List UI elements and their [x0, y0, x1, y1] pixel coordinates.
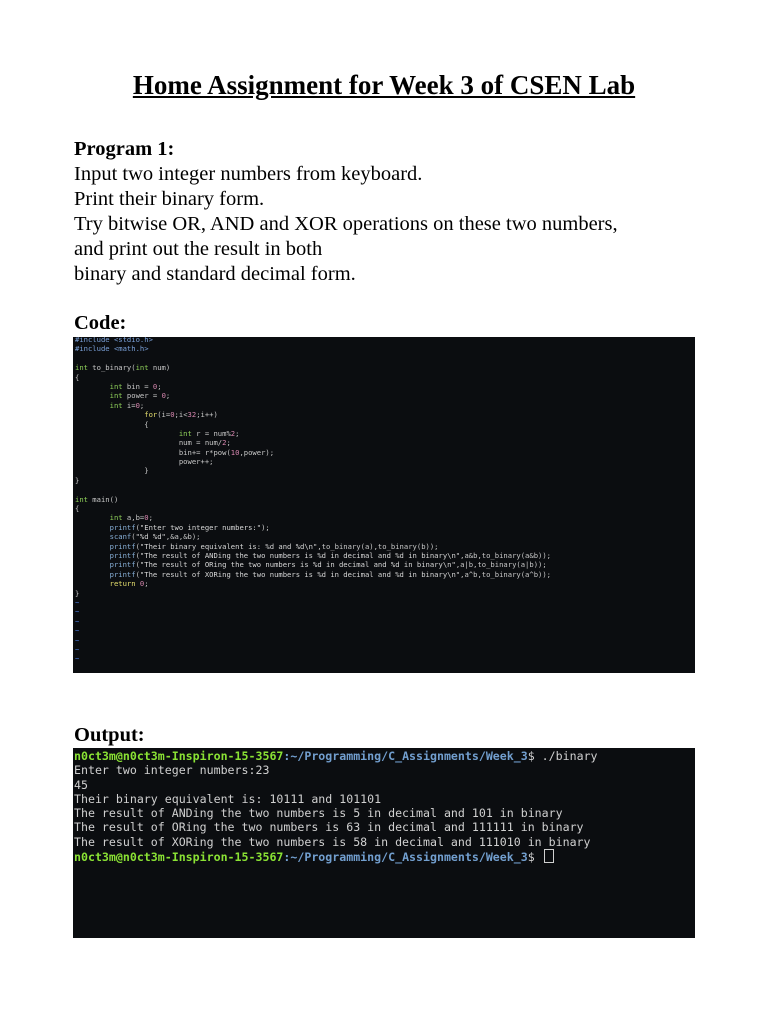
code-line: ~	[75, 644, 80, 654]
program-description	[74, 137, 714, 287]
prompt-path: :~/Programming/C_Assignments/Week_3	[283, 749, 528, 763]
prompt-path: :~/Programming/C_Assignments/Week_3	[283, 850, 528, 865]
code-line: ~	[75, 597, 80, 607]
code-screenshot	[73, 337, 695, 673]
code-line: #include <stdio.h>	[75, 337, 153, 344]
code-line: printf("The result of ANDing the two numbers is %d in decimal and %d in binary\n",a&b,to_binary(a&b));	[109, 550, 552, 560]
code-line	[75, 485, 551, 494]
code-line: }	[75, 588, 80, 598]
code-line: int main()	[75, 494, 119, 504]
code-line: printf("Enter two integer numbers:");	[109, 522, 270, 532]
code-line: printf("Their binary equivalent is: %d and %d\n",to_binary(a),to_binary(b));	[109, 541, 439, 551]
code-line	[75, 354, 551, 363]
prompt-symbol: $	[527, 850, 535, 865]
program-heading: Program 1:	[74, 138, 175, 160]
code-line: ~	[75, 635, 80, 645]
terminal-output	[74, 749, 598, 863]
command-text: ./binary	[534, 749, 598, 763]
terminal-output-screenshot	[73, 748, 695, 938]
code-line: ~	[75, 607, 80, 617]
prompt-line	[74, 749, 598, 763]
code-line: #include <math.h>	[75, 344, 149, 354]
code-line: int r = num%2;	[178, 428, 240, 438]
code-line: }	[75, 475, 80, 485]
source-code	[75, 337, 551, 664]
output-line: The result of XORing the two numbers is 58 in decimal and 111010 in binary	[74, 834, 591, 849]
output-line: Their binary equivalent is: 10111 and 101101	[74, 791, 382, 806]
code-line: ~	[75, 626, 80, 636]
program-line: Print their binary form.	[74, 188, 265, 210]
output-line: The result of ORing the two numbers is 63 in decimal and 111111 in binary	[74, 820, 584, 835]
code-line: bin+= r*pow(10,power);	[75, 447, 275, 457]
code-line: for(i=0;i<32;i++)	[144, 410, 218, 420]
code-line: scanf("%d %d",&a,&b);	[109, 532, 201, 542]
prompt-symbol: $	[527, 749, 535, 763]
prompt-user: n0ct3m@n0ct3m-Inspiron-15-3567	[74, 850, 284, 865]
code-line: int power = 0;	[109, 391, 171, 401]
code-line: int i=0;	[109, 400, 145, 410]
code-line: {	[75, 419, 149, 429]
output-line: Enter two integer numbers:23	[74, 763, 270, 778]
cursor-block[interactable]	[544, 849, 554, 863]
code-line: int a,b=0;	[109, 513, 153, 523]
code-line: ~	[75, 616, 80, 626]
code-line: ~	[75, 654, 80, 664]
code-heading: Code:	[74, 312, 127, 334]
code-line: int bin = 0;	[109, 381, 162, 391]
prompt-user: n0ct3m@n0ct3m-Inspiron-15-3567	[74, 749, 284, 763]
code-line: {	[75, 372, 80, 382]
prompt-line	[74, 849, 598, 863]
code-line: power++;	[75, 457, 214, 467]
output-heading: Output:	[74, 724, 145, 746]
code-line: printf("The result of XORing the two numbers is %d in decimal and %d in binary\n",a^b,to_binary(a^b));	[109, 569, 552, 579]
code-line: num = num/2;	[75, 438, 231, 448]
program-line: Input two integer numbers from keyboard.	[74, 163, 423, 185]
output-line: The result of ANDing the two numbers is 5 in decimal and 101 in binary	[74, 806, 563, 821]
code-line: printf("The result of ORing the two numbers is %d in decimal and %d in binary\n",a|b,to_binary(a|b));	[109, 560, 547, 570]
program-line: Try bitwise OR, AND and XOR operations on these two numbers,	[74, 213, 618, 235]
code-line: int to_binary(int num)	[75, 363, 171, 373]
code-line: }	[75, 466, 149, 476]
output-line: 45	[74, 777, 88, 792]
program-line: binary and standard decimal form.	[74, 263, 356, 285]
page-title: Home Assignment for Week 3 of CSEN Lab	[132, 70, 636, 100]
code-line: return 0;	[109, 579, 149, 589]
code-line: {	[75, 504, 80, 514]
program-line: and print out the result in both	[74, 238, 323, 260]
